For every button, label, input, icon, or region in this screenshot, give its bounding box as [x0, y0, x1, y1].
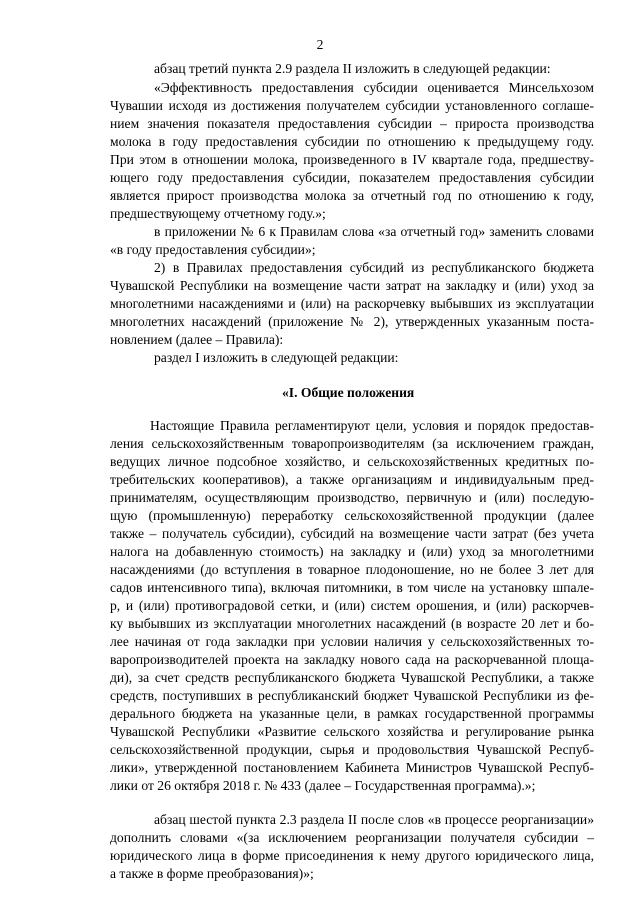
text-line: многолетних насаждений (приложение № 2), утвержденных указанным поста-	[110, 314, 594, 329]
text-line: нием значения показателя предоставления субсидии – прироста производства	[110, 116, 594, 131]
text-line: также – получатель субсидии), субсидий на возмещение части затрат (без учета	[110, 526, 594, 541]
text-line: «Эффективность предоставления субсидии оценивается Минсельхозом	[154, 80, 594, 95]
text-line: средств, поступивших в республиканский бюджет Чувашской Республики из фе-	[110, 688, 594, 703]
text-line: садов интенсивного типа), включая питомники, в том числе на установку шпале-	[110, 580, 594, 595]
text-line: многолетними насаждениями и (или) на раскорчевку выбывших из эксплуатации	[110, 296, 594, 311]
text-line: варопроизводителей проекта на закладку нового сада на раскорчеванной площа-	[110, 652, 594, 667]
text-line: лики», утвержденной постановлением Кабинета Министров Чувашской Респуб-	[110, 760, 594, 775]
text-line: лики от 26 октября 2018 г. № 433 (далее – Государственная программа).»;	[110, 778, 536, 793]
text-line: р, и (или) противоградовой сетки, и (или) систем орошения, и (или) раскорчев-	[110, 598, 594, 613]
text-line: насаждениями (до вступления в товарное плодоношение, но не более 3 лет для	[110, 562, 594, 577]
text-line: является прирост производства молока за отчетный год по отношению к году,	[110, 188, 594, 203]
section-heading: «I. Общие положения	[282, 385, 415, 400]
text-line: ведущих личное подсобное хозяйство, и сельскохозяйственных кредитных по-	[110, 454, 594, 469]
text-line: ку выбывших из эксплуатации многолетних насаждений (в возрасте 20 лет и бо-	[110, 616, 594, 631]
text-line: дополнить словами «(за исключением реорганизации получателя субсидии –	[110, 830, 594, 845]
text-line: абзац шестой пункта 2.3 раздела II после слов «в процессе реорганизации»	[154, 812, 594, 827]
text-line: дерального бюджета на указанные цели, в рамках государственной программы	[110, 706, 594, 721]
text-line: абзац третий пункта 2.9 раздела II изложить в следующей редакции:	[154, 61, 551, 76]
text-line: ления сельскохозяйственным товаропроизводителям (за исключением граждан,	[110, 436, 594, 451]
text-line: «в году предоставления субсидии»;	[110, 242, 316, 257]
text-line: ющего году предоставления субсидии, показателем предоставления субсидии	[110, 170, 594, 185]
text-line: Чувашской Республики на возмещение части затрат на закладку и (или) уход за	[110, 278, 594, 293]
text-line: новлением (далее – Правила):	[110, 332, 284, 347]
text-line: предшествующему отчетному году.»;	[110, 206, 326, 221]
text-line: лее начиная от года закладки при условии наличия у сельскохозяйственных то-	[110, 634, 594, 649]
text-line: сельскохозяйственной продукции, сырья и продовольствия Чувашской Респуб-	[110, 742, 594, 757]
text-line: а также в форме преобразования)»;	[110, 866, 314, 881]
text-line: раздел I изложить в следующей редакции:	[154, 350, 399, 365]
text-line: ди), за счет средств республиканского бюджета Чувашской Республики, а также	[110, 670, 594, 685]
text-line: молока в году предоставления субсидии по отношению к предыдущему году.	[110, 134, 594, 149]
text-line: Настоящие Правила регламентируют цели, условия и порядок предостав-	[150, 418, 594, 433]
text-line: налога на добавленную стоимость) на закладку и (или) уход за многолетними	[110, 544, 594, 559]
text-line: принимателям, осуществляющим производство, первичную и (или) последую-	[110, 490, 594, 505]
text-line: Чувашии исходя из достижения получателем субсидии установленного соглаше-	[110, 98, 594, 113]
text-line: в приложении № 6 к Правилам слова «за отчетный год» заменить словами	[154, 224, 594, 239]
text-line: требительских кооперативов), а также организациям и индивидуальным пред-	[110, 472, 594, 487]
text-line: юридического лица в форме присоединения к нему другого юридического лица,	[110, 848, 594, 863]
text-line: 2) в Правилах предоставления субсидий из республиканского бюджета	[154, 260, 594, 275]
text-line: Чувашской Республики «Развитие сельского хозяйства и регулирование рынка	[110, 724, 594, 739]
text-line: щую (промышленную) переработку сельскохозяйственной продукции (далее	[110, 508, 594, 523]
text-line: При этом в отношении молока, произведенного в IV квартале года, предшеству-	[110, 152, 594, 167]
page-number: 2	[316, 37, 324, 52]
